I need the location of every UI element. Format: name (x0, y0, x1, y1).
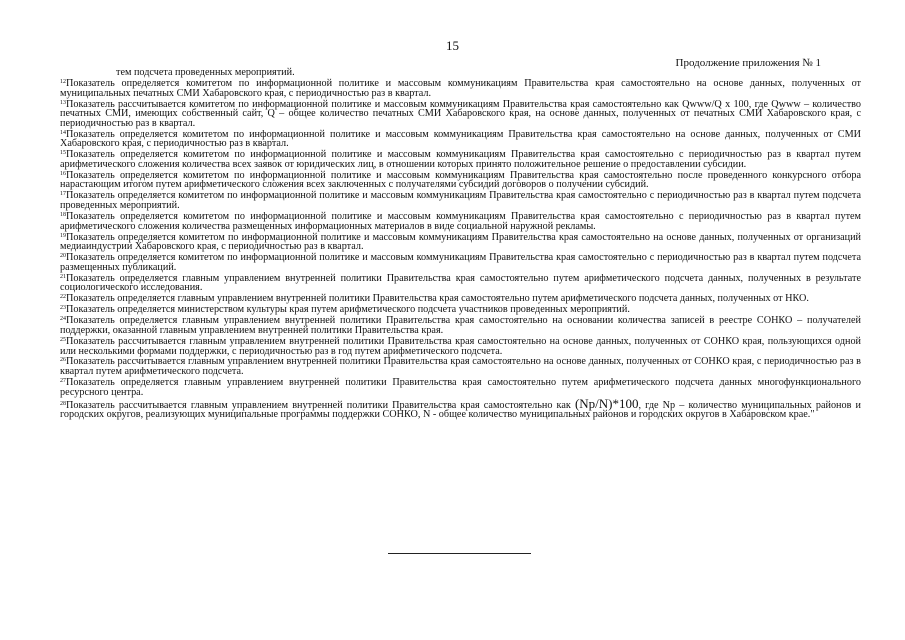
footnote-text: Показатель рассчитывается главным управлением внутренней политики Правительства края самостоятельно на основе данных, полученных от СОНКО края, пользующихся одной или несколькими формами поддержки, с периодичностью раз в год путем арифметического подсчета. (60, 335, 861, 357)
footnote-number: 26 (60, 357, 66, 364)
footnote-number: 20 (60, 253, 66, 260)
footnote-number: 14 (60, 129, 66, 136)
footnote-number: 15 (60, 150, 66, 157)
footnote-text: Показатель определяется комитетом по информационной политике и массовым коммуникациям Правительства края самостоятельно с периодичностью раз в квартал путем подсчета размещенных публикаций. (60, 252, 861, 273)
footnote-text: Показатель рассчитывается комитетом по информационной политике и массовым коммуникациям Правительства края самостоятельно как Qwww/Q x 100, где Qwww – количество печатных СМИ, имеющих собственный сайт, Q – общее количество печатных СМИ Хабаровского края, на основе данных, полученных от печатных СМИ Хабаровского края, с периодичностью раз в квартал. (60, 98, 861, 129)
footnote-text: Показатель определяется главным управлением внутренней политики Правительства края самостоятельно путем арифметического подсчета данных, полученных от НКО. (66, 293, 809, 305)
footnote-12 (60, 79, 861, 98)
footnote-13 (60, 100, 861, 129)
footnote-number: 12 (60, 78, 66, 85)
footnote-number: 22 (60, 294, 66, 301)
footnote-text: Показатель определяется комитетом по информационной политике и массовым коммуникациям Правительства края самостоятельно на основе данных, полученных от СМИ Хабаровского края, с периодичностью раз в квартал. (60, 128, 861, 150)
footnote-26 (60, 357, 861, 376)
footnote-number: 18 (60, 212, 66, 219)
footnote-text: Показатель определяется главным управлением внутренней политики Правительства края самостоятельно на основании количества записей в реестре СОНКО – получателей поддержки, оказанной главным управлением внутренней политики Правительства края. (60, 315, 861, 336)
footnote-15 (60, 150, 861, 169)
footnote-22 (60, 294, 861, 304)
footnote-text: Показатель рассчитывается главным управлением внутренней политики Правительства края самостоятельно на основе данных, полученных от СОНКО края, с периодичностью раз в квартал путем арифметического подсчета. (60, 356, 861, 378)
separator-rule (388, 553, 531, 554)
footnote-text: Показатель определяется комитетом по информационной политике и массовым коммуникациям Правительства края самостоятельно с периодичностью раз в квартал путем подсчета проведенных мероприятий. (60, 190, 861, 212)
footnote-number: 19 (60, 232, 66, 239)
appendix-note: Продолжение приложения № 1 (675, 57, 821, 69)
footnote-text: , где Np – количество муниципальных районов и городских округов, реализующих муниципальные программы поддержки СОНКО, N - общее количество муниципальных районов и городских округов в Хабаровском крае." (60, 399, 861, 421)
footnote-number: 21 (60, 273, 66, 280)
footnote-21 (60, 274, 861, 293)
footnote-number: 28 (60, 400, 66, 407)
footnote-17 (60, 191, 861, 210)
footnote-23 (60, 305, 861, 315)
footnote-text: Показатель рассчитывается главным управлением внутренней политики Правительства края самостоятельно как (66, 399, 575, 411)
footnote-text: Показатель определяется главным управлением внутренней политики Правительства края самостоятельно путем арифметического подсчета данных, полученных в результате социологического исследования. (60, 272, 861, 294)
footnote-19 (60, 233, 861, 252)
footnotes-body (60, 68, 861, 420)
footnote-text: Показатель определяется комитетом по информационной политике и массовым коммуникациям Правительства края самостоятельно на основе данных, полученных от организаций медиаиндустрии Хабаровского края, с периодичностью раз в квартал. (60, 231, 861, 253)
footnote-number: 27 (60, 378, 66, 385)
formula: (Np/N)*100 (574, 395, 639, 411)
footnote-text: Показатель определяется комитетом по информационной политике и массовым коммуникациям Правительства края самостоятельно на основе данных, полученных от муниципальных печатных СМИ Хабаровского края, с периодичностью раз в квартал. (60, 77, 861, 99)
footnote-text: Показатель определяется комитетом по информационной политике и массовым коммуникациям Правительства края самостоятельно после проведенного конкурсного отбора нарастающим итогом путем арифметического сложения всех заключенных с получателями субсидий договоров о получении субсидий. (60, 169, 861, 191)
footnote-text: Показатель определяется главным управлением внутренней политики Правительства края самостоятельно путем арифметического подсчета данных многофункционального ресурсного центра. (60, 377, 861, 398)
footnote-text: Показатель определяется комитетом по информационной политике и массовым коммуникациям Правительства края самостоятельно с периодичностью раз в квартал путем арифметического сложения количества всех заявок от юридических лиц, в отношении которых принято положительное решение о предоставлении субсидии. (60, 149, 861, 170)
footnote-16 (60, 171, 861, 190)
footnote-24 (60, 316, 861, 335)
footnote-number: 24 (60, 316, 66, 323)
footnote-number: 16 (60, 170, 66, 177)
footnote-25 (60, 337, 861, 356)
footnote-18 (60, 212, 861, 231)
footnote-number: 23 (60, 305, 66, 312)
continuation-text: тем подсчета проведенных мероприятий. (116, 67, 295, 78)
page-number: 15 (446, 38, 459, 53)
footnote-14 (60, 130, 861, 149)
footnote-number: 13 (60, 99, 66, 106)
footnote-28 (60, 395, 861, 421)
footnote-number: 17 (60, 191, 66, 198)
footnote-text: Показатель определяется комитетом по информационной политике и массовым коммуникациям Правительства края самостоятельно с периодичностью раз в квартал путем арифметического сложения количества размещенных информационных материалов в виде социальной наружной рекламы. (60, 211, 861, 232)
footnote-text: Показатель определяется министерством культуры края путем арифметического подсчета участников проведенных мероприятий. (66, 304, 630, 316)
footnote-27 (60, 378, 861, 397)
footnote-number: 25 (60, 336, 66, 343)
footnote-20 (60, 253, 861, 272)
